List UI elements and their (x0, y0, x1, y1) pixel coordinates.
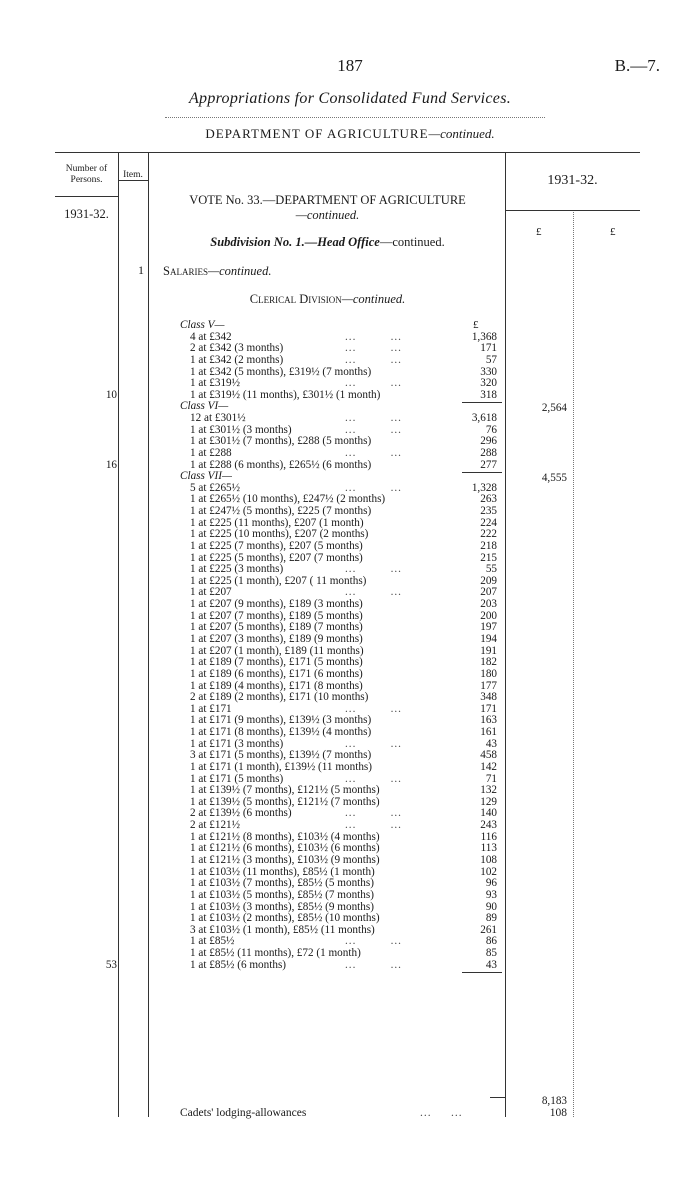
salary-description: 1 at £171 (5 months) (190, 773, 284, 785)
salary-description: 1 at £85½ (190, 935, 235, 947)
salary-amount: 263 (480, 493, 497, 505)
division-label: Clerical Division (249, 292, 342, 306)
currency-symbol-total: £ (610, 226, 616, 238)
salary-description: 1 at £319½ (11 months), £301½ (1 month) (190, 389, 381, 401)
document-reference-code: B.—7. (614, 56, 660, 75)
salary-row (0, 715, 700, 726)
salary-amount: 191 (480, 645, 497, 657)
salary-description: 12 at £301½ (190, 412, 246, 424)
leader-dots: ... ... (345, 331, 402, 343)
leader-dots: ... ... (345, 738, 402, 750)
salary-amount: 215 (480, 552, 497, 564)
salary-description: 1 at £225 (1 month), £207 ( 11 months) (190, 575, 367, 587)
salary-amount: 90 (485, 901, 497, 913)
salary-amount: 194 (480, 633, 497, 645)
salary-row (0, 785, 700, 796)
subdivision-heading (150, 235, 505, 250)
salary-description: 1 at £85½ (11 months), £72 (1 month) (190, 947, 361, 959)
department-heading (0, 126, 700, 142)
salaries-heading (163, 264, 272, 279)
salary-amount: 142 (480, 761, 497, 773)
salary-description: 1 at £207 (9 months), £189 (3 months) (190, 598, 363, 610)
salary-description: 2 at £121½ (190, 819, 241, 831)
salary-amount: 93 (485, 889, 497, 901)
salary-amount: 277 (480, 459, 497, 471)
leader-dots: ... ... (345, 935, 402, 947)
salary-description: 1 at £121½ (8 months), £103½ (4 months) (190, 831, 380, 843)
salary-description: 1 at £207 (190, 586, 232, 598)
vote-title-line: VOTE No. 33.—DEPARTMENT OF AGRICULTURE (189, 193, 466, 207)
salary-row (0, 622, 700, 633)
salary-row (0, 843, 700, 854)
salary-amount: 86 (485, 935, 497, 947)
vote-title-continued: —continued. (295, 208, 360, 222)
salary-row (0, 436, 700, 447)
salary-row (0, 878, 700, 889)
salary-amount: 113 (480, 842, 497, 854)
salary-amount: 320 (480, 377, 497, 389)
subdivision-continued: —continued. (379, 235, 445, 249)
class-subtotal: 4,555 (541, 472, 567, 484)
salary-row (0, 820, 700, 831)
salary-amount: 1,368 (471, 331, 497, 343)
number-of-persons: 53 (105, 959, 117, 971)
salary-amount: 140 (480, 807, 497, 819)
number-of-persons-heading: Number of Persons. (65, 164, 108, 185)
salary-description: 1 at £225 (10 months), £207 (2 months) (190, 528, 369, 540)
leader-dots: ... ... (345, 959, 402, 971)
salary-row (0, 413, 700, 424)
salary-description: 5 at £265½ (190, 482, 241, 494)
salary-amount: 85 (485, 947, 497, 959)
number-of-persons: 10 (105, 389, 117, 401)
salary-description: 1 at £301½ (3 months) (190, 424, 292, 436)
leader-dots: ... ... (345, 807, 402, 819)
salary-description: 1 at £189 (4 months), £171 (8 months) (190, 680, 363, 692)
class-heading: Class VI— (180, 400, 229, 412)
class-vii-subtotal: 8,183 (541, 1095, 567, 1107)
salary-amount: 57 (485, 354, 497, 366)
persons-header-rule (55, 196, 118, 197)
salary-row (0, 657, 700, 668)
salary-amount: 129 (480, 796, 497, 808)
section-title: Appropriations for Consolidated Fund Services. (188, 90, 512, 107)
salary-description: 1 at £225 (7 months), £207 (5 months) (190, 540, 363, 552)
salary-row (0, 541, 700, 552)
salary-row (0, 599, 700, 610)
salary-description: 2 at £342 (3 months) (190, 342, 284, 354)
salary-description: 4 at £342 (190, 331, 232, 343)
salary-description: 1 at £207 (1 month), £189 (11 months) (190, 645, 364, 657)
salary-description: 1 at £225 (11 months), £207 (1 month) (190, 517, 364, 529)
final-row-text: Cadets' lodging-allowances (180, 1107, 307, 1119)
clerical-division-heading (150, 292, 505, 307)
salary-row (0, 343, 700, 354)
salary-amount: 161 (480, 726, 497, 738)
salary-row (0, 855, 700, 866)
leader-dots: ... ... (345, 563, 402, 575)
salary-amount: 261 (480, 924, 497, 936)
salaries-continued: —continued. (207, 264, 272, 278)
class-heading-row (0, 471, 700, 482)
salary-row (0, 913, 700, 924)
persons-year-heading: 1931-32. (64, 207, 109, 221)
salaries-label: Salaries (163, 264, 208, 278)
salary-amount: 108 (480, 854, 497, 866)
salary-description: 1 at £171 (3 months) (190, 738, 284, 750)
title-underline (165, 117, 545, 118)
class-heading: Class V— (180, 319, 225, 331)
salary-row (0, 506, 700, 517)
salary-row (0, 378, 700, 389)
salary-description: 1 at £288 (6 months), £265½ (6 months) (190, 459, 372, 471)
salary-amount: 55 (485, 563, 497, 575)
leader-dots: ... ... (345, 412, 402, 424)
salary-description: 1 at £103½ (7 months), £85½ (5 months) (190, 877, 374, 889)
salary-description: 1 at £225 (3 months) (190, 563, 284, 575)
leader-dots: ... ... (345, 424, 402, 436)
salary-row (0, 890, 700, 901)
number-of-persons: 16 (105, 459, 117, 471)
salary-description: 1 at £342 (2 months) (190, 354, 284, 366)
final-rule-left (490, 1097, 505, 1098)
salary-description: 2 at £189 (2 months), £171 (10 months) (190, 691, 369, 703)
salary-row (0, 762, 700, 773)
salary-description: 1 at £342 (5 months), £319½ (7 months) (190, 366, 372, 378)
salary-amount: 224 (480, 517, 497, 529)
salary-amount: 180 (480, 668, 497, 680)
salary-description: 1 at £171 (9 months), £139½ (3 months) (190, 714, 372, 726)
salary-amount: 318 (480, 389, 497, 401)
final-row-amount: 108 (549, 1107, 567, 1119)
item-number: 1 (138, 263, 144, 277)
currency-symbol-amount: £ (536, 226, 542, 238)
table-top-rule (55, 152, 640, 153)
leader-dots: ... ... (345, 482, 402, 494)
salary-amount: 171 (480, 342, 497, 354)
leader-dots: ... ... (345, 819, 402, 831)
salary-description: 2 at £139½ (6 months) (190, 807, 292, 819)
salary-description: 1 at £171 (8 months), £139½ (4 months) (190, 726, 372, 738)
amount-currency-symbol: £ (473, 319, 479, 331)
leader-dots: ... ... (345, 377, 402, 389)
salary-description: 1 at £103½ (5 months), £85½ (7 months) (190, 889, 374, 901)
salary-row (0, 948, 700, 959)
salary-row (0, 529, 700, 540)
final-row-dots: ... ... (420, 1107, 463, 1119)
salary-description: 1 at £103½ (2 months), £85½ (10 months) (190, 912, 380, 924)
class-heading: Class VII— (180, 470, 232, 482)
salary-amount: 1,328 (471, 482, 497, 494)
salary-row (0, 692, 700, 703)
salary-amount: 288 (480, 447, 497, 459)
leader-dots: ... ... (345, 773, 402, 785)
salary-amount: 330 (480, 366, 497, 378)
estimate-year-heading: 1931-32. (547, 173, 598, 188)
salary-amount: 197 (480, 621, 497, 633)
salary-description: 1 at £189 (7 months), £171 (5 months) (190, 656, 363, 668)
salary-description: 1 at £121½ (3 months), £103½ (9 months) (190, 854, 380, 866)
salary-description: 1 at £207 (3 months), £189 (9 months) (190, 633, 363, 645)
leader-dots: ... ... (345, 703, 402, 715)
salary-row (0, 808, 700, 819)
salary-description: 1 at £189 (6 months), £171 (6 months) (190, 668, 363, 680)
salary-description: 1 at £139½ (7 months), £121½ (5 months) (190, 784, 380, 796)
leader-dots: ... ... (345, 342, 402, 354)
salary-amount: 171 (480, 703, 497, 715)
year-header-rule (505, 210, 640, 211)
salary-amount: 209 (480, 575, 497, 587)
salary-amount: 163 (480, 714, 497, 726)
salary-row (0, 750, 700, 761)
salary-row (0, 355, 700, 366)
salary-amount: 458 (480, 749, 497, 761)
salary-row (0, 960, 700, 971)
salary-description: 1 at £288 (190, 447, 232, 459)
salary-description: 1 at £225 (5 months), £207 (7 months) (190, 552, 363, 564)
salary-amount: 3,618 (471, 412, 497, 424)
salary-row (0, 727, 700, 738)
salary-amount: 96 (485, 877, 497, 889)
salary-row (0, 936, 700, 947)
subdivision-label: Subdivision No. 1.—Head Office (210, 235, 380, 249)
salary-amount: 203 (480, 598, 497, 610)
salary-row (0, 669, 700, 680)
salary-amount: 116 (480, 831, 497, 843)
page-number: 187 (337, 56, 363, 75)
vote-title (150, 193, 505, 223)
salary-description: 1 at £247½ (5 months), £225 (7 months) (190, 505, 372, 517)
leader-dots: ... ... (345, 354, 402, 366)
leader-dots: ... ... (345, 447, 402, 459)
salary-amount: 76 (485, 424, 497, 436)
department-name: DEPARTMENT OF AGRICULTURE (205, 126, 429, 141)
salary-description: 1 at £265½ (10 months), £247½ (2 months) (190, 493, 386, 505)
salary-description: 1 at £103½ (3 months), £85½ (9 months) (190, 901, 374, 913)
salary-description: 1 at £207 (5 months), £189 (7 months) (190, 621, 363, 633)
salary-amount: 71 (485, 773, 497, 785)
item-heading: Item. (123, 170, 143, 180)
salary-amount: 235 (480, 505, 497, 517)
salary-description: 1 at £85½ (6 months) (190, 959, 287, 971)
salary-row (0, 448, 700, 459)
department-continued: —continued. (428, 126, 495, 141)
salary-row (0, 494, 700, 505)
salary-description: 3 at £171 (5 months), £139½ (7 months) (190, 749, 372, 761)
salary-row (0, 564, 700, 575)
division-continued: —continued. (341, 292, 406, 306)
salary-description: 1 at £301½ (7 months), £288 (5 months) (190, 435, 372, 447)
salary-description: 1 at £319½ (190, 377, 241, 389)
salary-amount: 348 (480, 691, 497, 703)
salary-amount: 296 (480, 435, 497, 447)
salary-amount: 43 (485, 959, 497, 971)
salary-description: 1 at £103½ (11 months), £85½ (1 month) (190, 866, 375, 878)
salary-amount: 218 (480, 540, 497, 552)
class-heading-row (0, 320, 700, 331)
salary-row (0, 634, 700, 645)
salary-amount: 182 (480, 656, 497, 668)
salary-description: 1 at £139½ (5 months), £121½ (7 months) (190, 796, 380, 808)
salary-amount: 132 (480, 784, 497, 796)
class-subtotal: 2,564 (541, 402, 567, 414)
salary-amount: 102 (480, 866, 497, 878)
salary-amount: 243 (480, 819, 497, 831)
salary-amount: 207 (480, 586, 497, 598)
salary-amount: 89 (485, 912, 497, 924)
leader-dots: ... ... (345, 586, 402, 598)
salary-description: 1 at £121½ (6 months), £103½ (6 months) (190, 842, 380, 854)
subtotal-rule (462, 972, 502, 973)
salary-description: 1 at £207 (7 months), £189 (5 months) (190, 610, 363, 622)
salary-description: 1 at £171 (190, 703, 232, 715)
salary-amount: 222 (480, 528, 497, 540)
salary-description: 3 at £103½ (1 month), £85½ (11 months) (190, 924, 375, 936)
salary-amount: 43 (485, 738, 497, 750)
class-heading-row (0, 401, 700, 412)
salary-row (0, 587, 700, 598)
salary-amount: 177 (480, 680, 497, 692)
salary-description: 1 at £171 (1 month), £139½ (11 months) (190, 761, 372, 773)
salary-amount: 200 (480, 610, 497, 622)
